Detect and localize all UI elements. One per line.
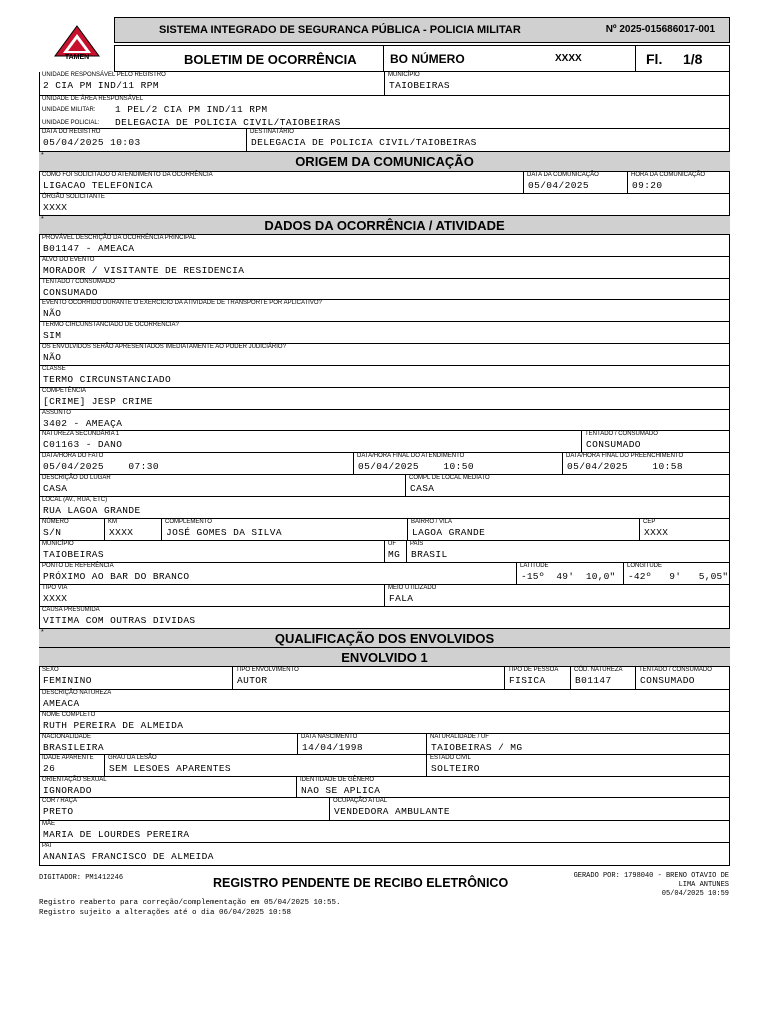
unidade-resp-label: UNIDADE RESPONSÁVEL PELO REGISTRO bbox=[42, 72, 166, 78]
nascimento-value: 14/04/1998 bbox=[302, 742, 364, 753]
page-value: 1/8 bbox=[683, 51, 703, 67]
dados-row bbox=[39, 300, 730, 322]
section-qualificacao bbox=[39, 629, 730, 648]
local-label: LOCAL (AV., RUA, ETC) bbox=[42, 497, 108, 503]
pais-label: PAÍS bbox=[410, 541, 424, 547]
digitador: DIGITADOR: PM1412246 bbox=[39, 874, 124, 882]
row-orientacao bbox=[39, 777, 730, 798]
sexo-label: SEXO bbox=[42, 667, 59, 673]
orientacao-value: IGNORADO bbox=[43, 785, 92, 796]
system-title-bar bbox=[114, 17, 730, 43]
longitude-value: -42º 9' 5,05" bbox=[628, 571, 729, 582]
section-origem-title: ORIGEM DA COMUNICAÇÃO bbox=[295, 154, 474, 169]
complemento-value: JOSÉ GOMES DA SILVA bbox=[166, 527, 282, 538]
compl-local-value: CASA bbox=[410, 483, 435, 494]
grau-lesao-value: SEM LESOES APARENTES bbox=[109, 763, 232, 774]
dados-row-value: TERMO CIRCUNSTANCIADO bbox=[43, 374, 172, 385]
row-desc-natureza bbox=[39, 690, 730, 712]
dados-row bbox=[39, 322, 730, 344]
row-datas bbox=[39, 453, 730, 475]
row-via bbox=[39, 585, 730, 607]
row-nome bbox=[39, 712, 730, 734]
system-title: SISTEMA INTEGRADO DE SEGURANCA PÚBLICA - POLICIA MILITAR bbox=[159, 24, 521, 36]
section-marker: * bbox=[41, 152, 44, 159]
km-label: KM bbox=[108, 519, 117, 525]
section-marker: * bbox=[41, 629, 44, 636]
desc-natureza-label: DESCRIÇÃO NATUREZA bbox=[42, 690, 112, 696]
latitude-label: LATITUDE bbox=[520, 563, 549, 569]
doc-number: Nº 2025-015686017-001 bbox=[605, 24, 715, 35]
area-label: UNIDADE DE ÁREA RESPONSÁVEL bbox=[42, 96, 144, 102]
ponto-label: PONTO DE REFERÊNCIA bbox=[42, 563, 114, 569]
complemento-label: COMPLEMENTO bbox=[165, 519, 212, 525]
natureza-sec-value: C01163 - DANO bbox=[43, 439, 123, 450]
dados-row-label: COMPETÊNCIA bbox=[42, 388, 87, 394]
dados-row bbox=[39, 344, 730, 366]
tipo-envolvimento-label: TIPO ENVOLVIMENTO bbox=[236, 667, 299, 673]
section-envolvido bbox=[39, 648, 730, 667]
gerado-por bbox=[540, 872, 729, 899]
destinatario-value: DELEGACIA DE POLICIA CIVIL/TAIOBEIRAS bbox=[251, 137, 477, 148]
dados-row-label: ASSUNTO bbox=[42, 410, 71, 416]
dados-row bbox=[39, 235, 730, 257]
row-orgao bbox=[39, 194, 730, 216]
tipo-envolvimento-value: AUTOR bbox=[237, 675, 268, 686]
mae-value: MARIA DE LOURDES PEREIRA bbox=[43, 829, 190, 840]
naturalidade-value: TAIOBEIRAS / MG bbox=[431, 742, 523, 753]
natureza-sec-label: NATUREZA SECUNDÁRIA 1 bbox=[42, 431, 120, 437]
municipio-value: TAIOBEIRAS bbox=[389, 80, 451, 91]
logo-text: TAMEN bbox=[64, 54, 90, 61]
section-marker: * bbox=[41, 216, 44, 223]
dados-row-value: MORADOR / VISITANTE DE RESIDENCIA bbox=[43, 265, 245, 276]
page-box bbox=[635, 45, 730, 72]
data-comunicacao-value: 05/04/2025 bbox=[528, 180, 590, 191]
orientacao-label: ORIENTAÇÃO SEXUAL bbox=[42, 777, 107, 783]
tentado2-label: TENTADO / CONSUMADO bbox=[585, 431, 658, 437]
pai-value: ANANIAS FRANCISCO DE ALMEIDA bbox=[43, 851, 214, 862]
nacionalidade-label: NACIONALIDADE bbox=[42, 734, 92, 740]
dados-row-value: CONSUMADO bbox=[43, 287, 98, 298]
municipio-label: MUNICÍPIO bbox=[388, 72, 420, 78]
desc-natureza-value: AMEACA bbox=[43, 698, 80, 709]
tentado-value: CONSUMADO bbox=[640, 675, 695, 686]
registro-pendente: REGISTRO PENDENTE DE RECIBO ELETRÔNICO bbox=[213, 876, 509, 890]
row-lugar bbox=[39, 475, 730, 497]
orgao-label: ÓRGÃO SOLICITANTE bbox=[42, 194, 105, 200]
bo-number-box bbox=[383, 45, 636, 72]
pais-value: BRASIL bbox=[411, 549, 448, 560]
footer-note-1: Registro reaberto para correção/complementação em 05/04/2025 10:55. bbox=[39, 899, 341, 907]
numero-label: NÚMERO bbox=[42, 519, 69, 525]
dados-row-label: OS ENVOLVIDOS SERÃO APRESENTADOS IMEDIATAMENTE AO PODER JUDICIÁRIO? bbox=[42, 344, 286, 350]
local-value: RUA LAGOA GRANDE bbox=[43, 505, 141, 516]
km-value: XXXX bbox=[109, 527, 134, 538]
row-mae bbox=[39, 821, 730, 843]
grau-lesao-label: GRAU DA LESÃO bbox=[108, 755, 157, 761]
tentado-label: TENTADO / CONSUMADO bbox=[639, 667, 712, 673]
row-envolvido-tipo bbox=[39, 667, 730, 690]
orgao-value: XXXX bbox=[43, 202, 68, 213]
dados-row-value: B01147 - AMEACA bbox=[43, 243, 135, 254]
destinatario-label: DESTINATÁRIO bbox=[250, 129, 294, 135]
genero-value: NAO SE APLICA bbox=[301, 785, 381, 796]
dados-row-value: [CRIME] JESP CRIME bbox=[43, 396, 153, 407]
section-origem bbox=[39, 152, 730, 172]
section-envolvido-title: ENVOLVIDO 1 bbox=[341, 650, 428, 665]
dados-row-value: SIM bbox=[43, 330, 62, 341]
row-causa bbox=[39, 607, 730, 629]
footer-note-2: Registro sujeito a alterações até o dia 06/04/2025 10:58 bbox=[39, 909, 292, 917]
row-cor bbox=[39, 798, 730, 821]
estado-civil-label: ESTADO CIVIL bbox=[430, 755, 471, 761]
sexo-value: FEMININO bbox=[43, 675, 92, 686]
cod-natureza-label: CÓD. NATUREZA bbox=[574, 667, 623, 673]
mae-label: MÃE bbox=[42, 821, 56, 827]
nacionalidade-value: BRASILEIRA bbox=[43, 742, 105, 753]
cod-natureza-value: B01147 bbox=[575, 675, 612, 686]
estado-civil-value: SOLTEIRO bbox=[431, 763, 480, 774]
como-value: LIGACAO TELEFONICA bbox=[43, 180, 153, 191]
row-endereco bbox=[39, 519, 730, 541]
data-registro-label: DATA DO REGISTRO bbox=[42, 129, 101, 135]
desc-lugar-value: CASA bbox=[43, 483, 68, 494]
row-local bbox=[39, 497, 730, 519]
ocupacao-label: OCUPAÇÃO ATUAL bbox=[333, 798, 388, 804]
row-unidade bbox=[39, 72, 730, 96]
militar-value: 1 PEL/2 CIA PM IND/11 RPM bbox=[115, 104, 268, 115]
nome-value: RUTH PEREIRA DE ALMEIDA bbox=[43, 720, 184, 731]
data-comunicacao-label: DATA DA COMUNICAÇÃO bbox=[527, 172, 599, 178]
data-final-preenchimento-value: 05/04/2025 10:58 bbox=[567, 461, 683, 472]
ocupacao-value: VENDEDORA AMBULANTE bbox=[334, 806, 450, 817]
genero-label: IDENTIDADE DE GÊNERO bbox=[300, 777, 375, 783]
dados-row bbox=[39, 410, 730, 431]
dados-row-label: TENTADO / CONSUMADO bbox=[42, 279, 115, 285]
causa-label: CAUSA PRESUMIDA bbox=[42, 607, 100, 613]
row-nacionalidade bbox=[39, 734, 730, 755]
dados-row bbox=[39, 388, 730, 410]
meio-value: FALA bbox=[389, 593, 414, 604]
section-dados-title: DADOS DA OCORRÊNCIA / ATIVIDADE bbox=[264, 218, 505, 233]
section-dados bbox=[39, 216, 730, 235]
militar-label: UNIDADE MILITAR: bbox=[42, 107, 96, 113]
data-final-atendimento-value: 05/04/2025 10:50 bbox=[358, 461, 474, 472]
row-comunicacao bbox=[39, 172, 730, 194]
row-area bbox=[39, 96, 730, 129]
data-registro-value: 05/04/2025 10:03 bbox=[43, 137, 141, 148]
bairro-label: BAIRRO / VILA bbox=[411, 519, 453, 525]
dados-row bbox=[39, 257, 730, 279]
pmmg-logo bbox=[52, 24, 102, 64]
como-label: COMO FOI SOLICITADO O ATENDIMENTO DA OCORRÊNCIA bbox=[42, 172, 213, 178]
dados-row-label: TERMO CIRCUNSTANCIADO DE OCORRENCIA? bbox=[42, 322, 179, 328]
municipio2-value: TAIOBEIRAS bbox=[43, 549, 105, 560]
cep-label: CEP bbox=[643, 519, 656, 525]
doc-title: BOLETIM DE OCORRÊNCIA bbox=[184, 52, 357, 67]
data-fato-label: DATA/HORA DO FATO bbox=[42, 453, 104, 459]
idade-label: IDADE APARENTE bbox=[42, 755, 94, 761]
row-idade bbox=[39, 755, 730, 777]
gerado-por-line3: 05/04/2025 10:59 bbox=[661, 890, 729, 898]
numero-value: S/N bbox=[43, 527, 62, 538]
row-municipio bbox=[39, 541, 730, 563]
causa-value: VITIMA COM OUTRAS DIVIDAS bbox=[43, 615, 196, 626]
data-final-preenchimento-label: DATA/HORA FINAL DO PREENCHIMENTO bbox=[566, 453, 684, 459]
desc-lugar-label: DESCRIÇÃO DO LUGAR bbox=[42, 475, 111, 481]
tipo-via-value: XXXX bbox=[43, 593, 68, 604]
dados-row bbox=[39, 279, 730, 300]
latitude-value: -15º 49' 10,0" bbox=[521, 571, 616, 582]
uf-value: MG bbox=[388, 549, 401, 560]
dados-row-value: 3402 - AMEAÇA bbox=[43, 418, 123, 429]
dados-row-value: NÃO bbox=[43, 352, 62, 363]
section-qualificacao-title: QUALIFICAÇÃO DOS ENVOLVIDOS bbox=[274, 631, 495, 646]
bo-number-value: XXXX bbox=[555, 53, 582, 64]
tipo-pessoa-value: FISICA bbox=[509, 675, 546, 686]
policial-label: UNIDADE POLICIAL: bbox=[42, 120, 100, 126]
dados-row bbox=[39, 366, 730, 388]
dados-row-label: CLASSE bbox=[42, 366, 66, 372]
tentado2-value: CONSUMADO bbox=[586, 439, 641, 450]
uf-label: UF bbox=[388, 541, 396, 547]
compl-local-label: COMPL DE LOCAL MEDIATO bbox=[409, 475, 490, 481]
row-natureza-sec bbox=[39, 431, 730, 453]
pai-label: PAI bbox=[42, 843, 52, 849]
ponto-value: PRÓXIMO AO BAR DO BRANCO bbox=[43, 571, 190, 582]
row-registro bbox=[39, 129, 730, 152]
idade-value: 26 bbox=[43, 763, 56, 774]
cor-value: PRETO bbox=[43, 806, 74, 817]
dados-row-label: PROVÁVEL DESCRIÇÃO DA OCORRÊNCIA PRINCIPAL bbox=[42, 235, 197, 241]
naturalidade-label: NATURALIDADE / UF bbox=[430, 734, 489, 740]
unidade-resp-value: 2 CIA PM IND/11 RPM bbox=[43, 80, 159, 91]
doc-title-box bbox=[114, 45, 384, 72]
dados-row-label: EVENTO OCORRIDO DURANTE O EXERCICIO DA ATIVIDADE DE TRANSPORTE POR APLICATIVO? bbox=[42, 300, 322, 306]
tipo-pessoa-label: TIPO DE PESSOA bbox=[508, 667, 559, 673]
municipio2-label: MUNICÍPIO bbox=[42, 541, 74, 547]
meio-label: MEIO UTILIZADO bbox=[388, 585, 437, 591]
nome-label: NOME COMPLETO bbox=[42, 712, 96, 718]
bairro-value: LAGOA GRANDE bbox=[412, 527, 486, 538]
cep-value: XXXX bbox=[644, 527, 669, 538]
dados-row-label: ALVO DO EVENTO bbox=[42, 257, 95, 263]
data-fato-value: 05/04/2025 07:30 bbox=[43, 461, 159, 472]
hora-comunicacao-label: HORA DA COMUNICAÇÃO bbox=[631, 172, 706, 178]
tipo-via-label: TIPO VIA bbox=[42, 585, 68, 591]
hora-comunicacao-value: 09:20 bbox=[632, 180, 663, 191]
page-label: Fl. bbox=[646, 51, 663, 67]
policial-value: DELEGACIA DE POLICIA CIVIL/TAIOBEIRAS bbox=[115, 117, 341, 128]
longitude-label: LONGITUDE bbox=[627, 563, 663, 569]
bo-number-label: BO NÚMERO bbox=[390, 52, 465, 66]
row-pai bbox=[39, 843, 730, 866]
cor-label: COR / RAÇA bbox=[42, 798, 78, 804]
nascimento-label: DATA NASCIMENTO bbox=[301, 734, 358, 740]
dados-row-value: NÃO bbox=[43, 308, 62, 319]
data-final-atendimento-label: DATA/HORA FINAL DO ATENDIMENTO bbox=[357, 453, 465, 459]
row-referencia bbox=[39, 563, 730, 585]
gerado-por-line1: GERADO POR: 1798040 - BRENO OTAVIO DE bbox=[573, 872, 729, 880]
gerado-por-line2: LIMA ANTUNES bbox=[678, 881, 729, 889]
